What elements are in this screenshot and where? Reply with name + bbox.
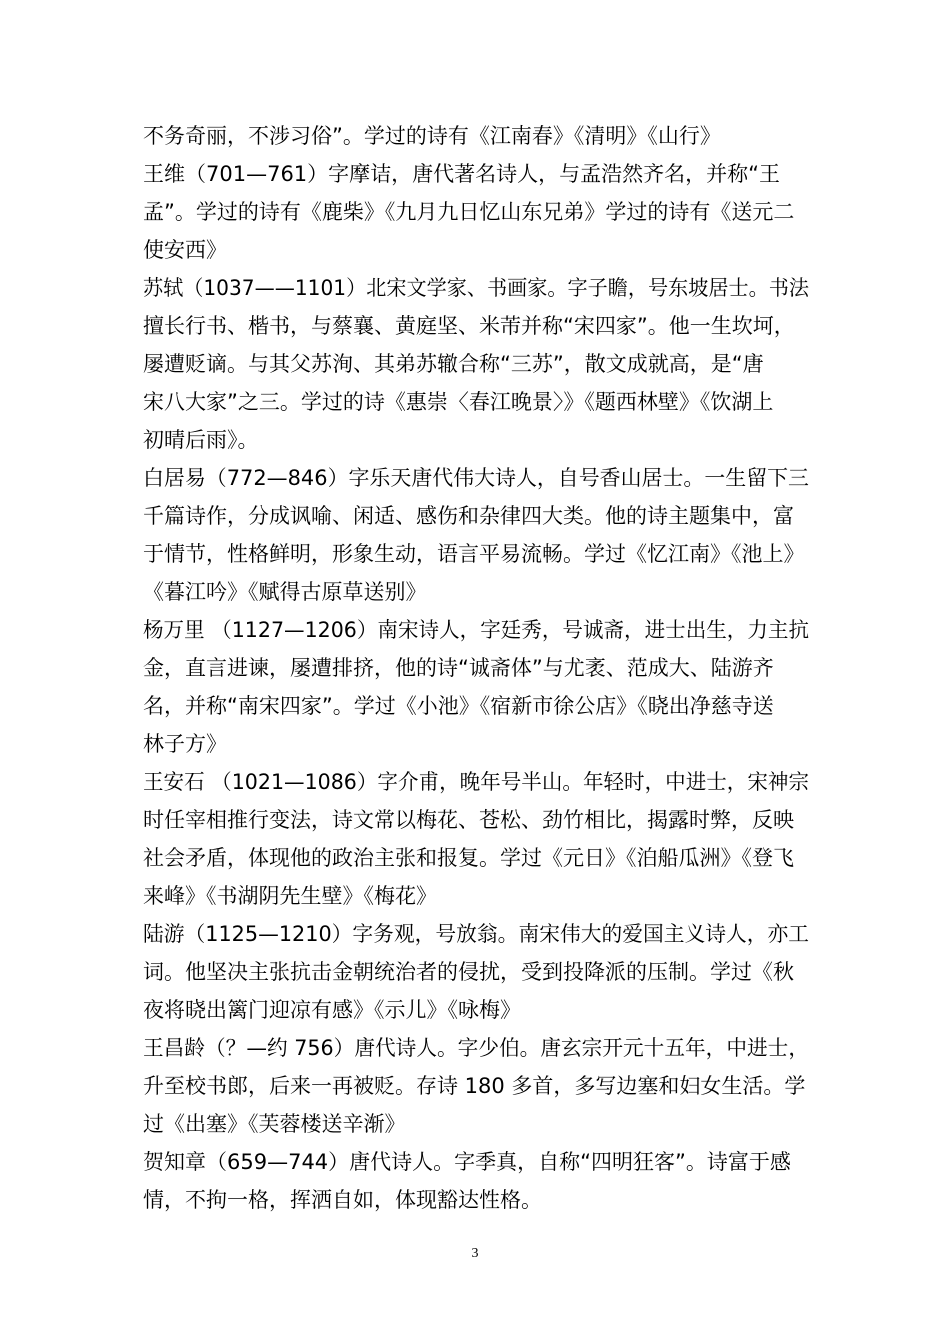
text-line: 初晴后雨》。: [143, 428, 259, 452]
text-line: 陆游（1125—1210）字务观，号放翁。南宋伟大的爱国主义诗人，亦工: [143, 922, 809, 946]
text-line: 使安西》: [143, 238, 227, 262]
text-line: 不务奇丽，不涉习俗”。学过的诗有《江南春》《清明》《山行》: [143, 124, 721, 148]
text-line: 千篇诗作，分成讽喻、闲适、感伤和杂律四大类。他的诗主题集中，富: [143, 504, 794, 528]
text-line: 金，直言进谏，屡遭排挤，他的诗“诚斋体”与尤袤、范成大、陆游齐: [143, 656, 774, 680]
text-line: 升至校书郎，后来一再被贬。存诗 180 多首，多写边塞和妇女生活。学: [143, 1074, 806, 1098]
text-line: 擅长行书、楷书，与蔡襄、黄庭坚、米芾并称“宋四家”。他一生坎坷，: [143, 314, 795, 338]
text-line: 情，不拘一格，挥洒自如，体现豁达性格。: [143, 1188, 542, 1212]
text-line: 于情节，性格鲜明，形象生动，语言平易流畅。学过《忆江南》《池上》: [143, 542, 805, 566]
text-line: 社会矛盾，体现他的政治主张和报复。学过《元日》《泊船瓜洲》《登飞: [143, 846, 794, 870]
text-line: 王昌龄（？—约 756）唐代诗人。字少伯。唐玄宗开元十五年，中进士，: [143, 1036, 809, 1060]
text-line: 孟”。学过的诗有《鹿柴》《九月九日忆山东兄弟》学过的诗有《送元二: [143, 200, 795, 224]
text-line: 白居易（772—846）字乐天唐代伟大诗人，自号香山居士。一生留下三: [143, 466, 809, 490]
text-line: 宋八大家”之三。学过的诗《惠崇〈春江晚景〉》《题西林壁》《饮湖上: [143, 390, 774, 414]
text-line: 《暮江吟》《赋得古原草送别》: [143, 580, 427, 604]
page-number: 3: [471, 1246, 479, 1261]
text-line: 屡遭贬谪。与其父苏洵、其弟苏辙合称“三苏”，散文成就高，是“唐: [143, 352, 764, 376]
text-line: 王维（701—761）字摩诘，唐代著名诗人，与孟浩然齐名，并称“王: [143, 162, 781, 186]
text-line: 王安石 （1021—1086）字介甫，晚年号半山。年轻时，中进士，宋神宗: [143, 770, 809, 794]
body-text: [143, 117, 809, 1219]
text-line: 苏轼（1037——1101）北宋文学家、书画家。字子瞻，号东坡居士。书法: [143, 276, 809, 300]
text-line: 林子方》: [143, 732, 227, 756]
text-line: 时任宰相推行变法，诗文常以梅花、苍松、劲竹相比，揭露时弊，反映: [143, 808, 794, 832]
text-line: 来峰》《书湖阴先生壁》《梅花》: [143, 884, 437, 908]
text-line: 贺知章（659—744）唐代诗人。字季真，自称“四明狂客”。诗富于感: [143, 1150, 791, 1174]
text-line: 夜将晓出篱门迎凉有感》《示儿》《咏梅》: [143, 998, 521, 1022]
text-line: 名，并称“南宋四家”。学过《小池》《宿新市徐公店》《晓出净慈寺送: [143, 694, 774, 718]
text-line: 过《出塞》《芙蓉楼送辛渐》: [143, 1112, 406, 1136]
text-line: 词。他坚决主张抗击金朝统治者的侵扰，受到投降派的压制。学过《秋: [143, 960, 794, 984]
text-line: 杨万里 （1127—1206）南宋诗人，字廷秀，号诚斋，进士出生，力主抗: [143, 618, 809, 642]
